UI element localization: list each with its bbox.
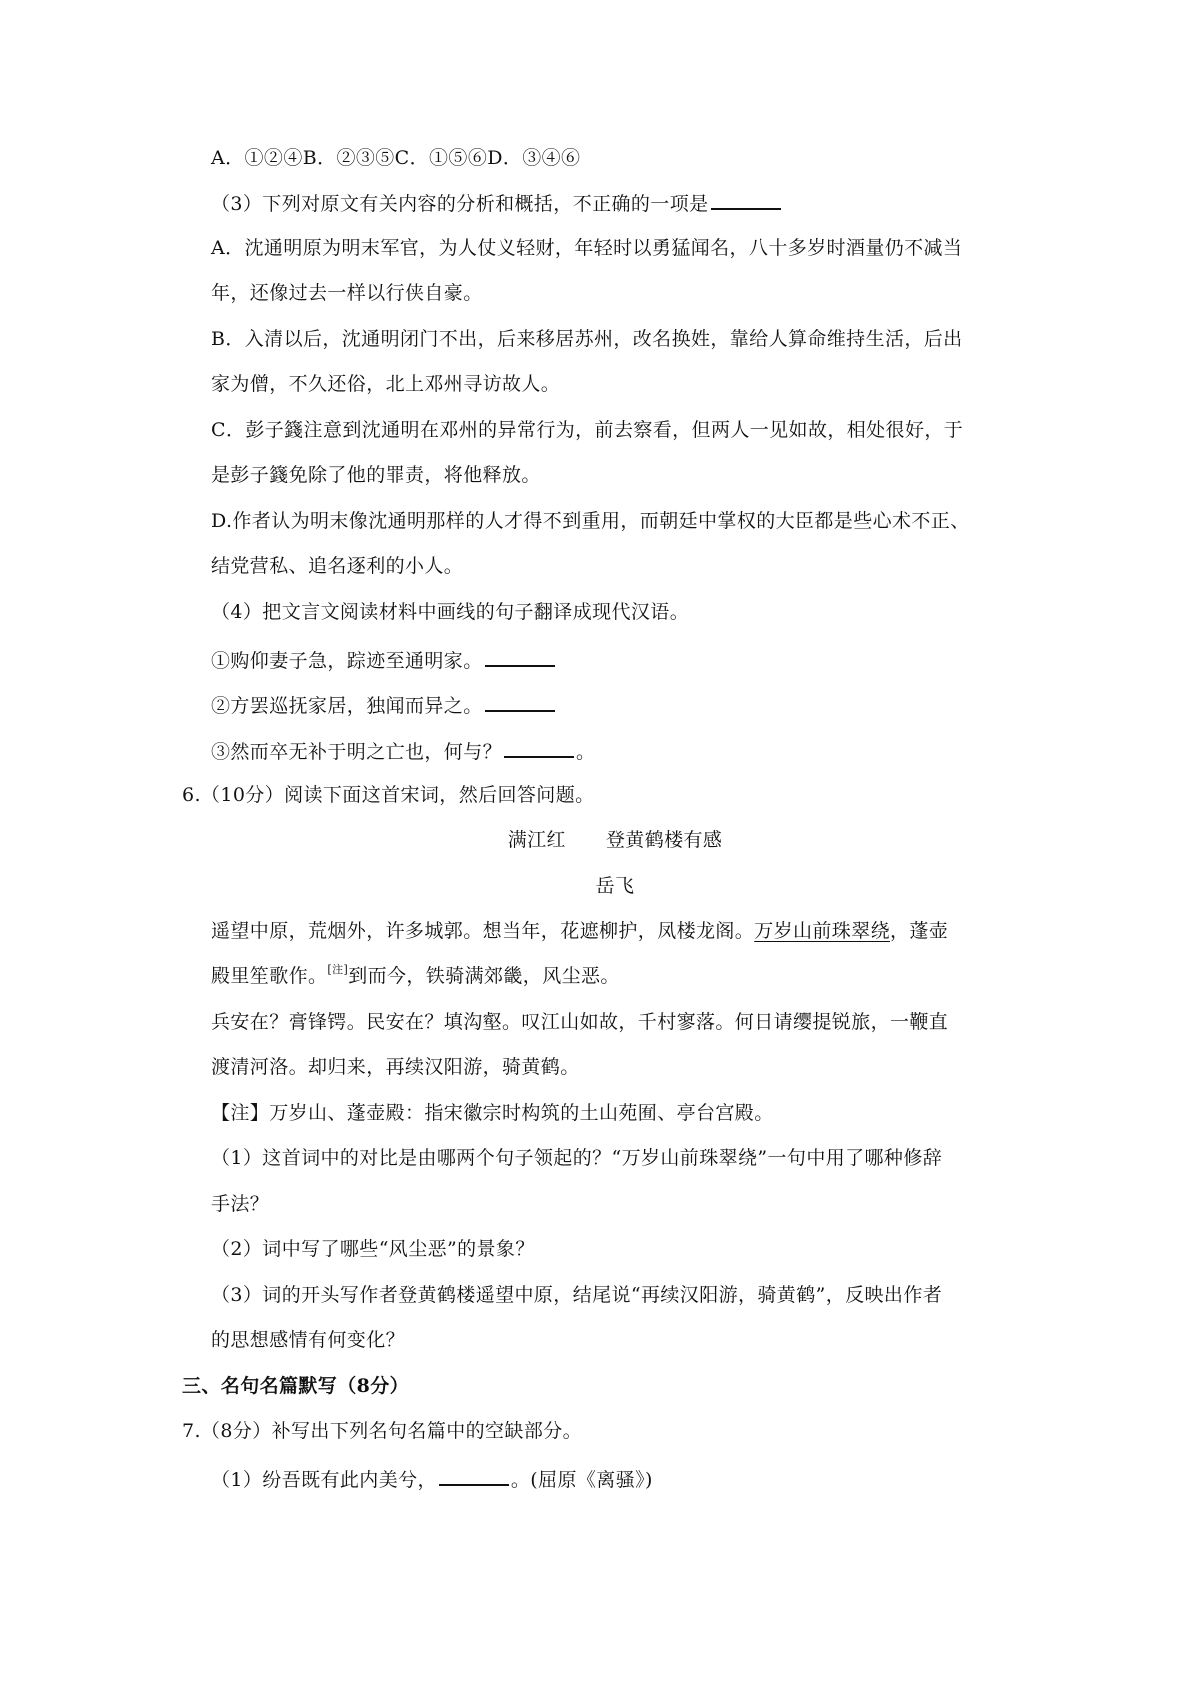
option-b-line-1: B．入清以后，沈通明闭门不出，后来移居苏州，改名换姓，靠给人算命维持生活，后出 <box>211 328 963 350</box>
translate-sentence-1 <box>211 645 557 674</box>
footnote-marker: [注] <box>327 963 349 976</box>
poem-line-2 <box>211 963 620 989</box>
question-6-stem: 6.（10分）阅读下面这首宋词，然后回答问题。 <box>182 784 595 806</box>
poem-line-2-part-a: 殿里笙歌作。 <box>211 965 328 987</box>
question-6-3-line-1: （3）词的开头写作者登黄鹤楼遥望中原，结尾说“再续汉阳游，骑黄鹤”，反映出作者 <box>211 1284 943 1306</box>
translate-sentence-3-text: ③然而卒无补于明之亡也，何与？ <box>211 741 503 763</box>
question-7-1-text: （1）纷吾既有此内美兮， <box>211 1469 437 1491</box>
option-d-line-2: 结党营私、追名逐利的小人。 <box>211 555 464 577</box>
question-6-1-line-1: （1）这首词中的对比是由哪两个句子领起的？“万岁山前珠翠绕”一句中用了哪种修辞 <box>211 1147 943 1169</box>
question-5-3-stem <box>211 188 783 217</box>
poem-title <box>0 827 1200 853</box>
poem-line-1-part-b: ，蓬壶 <box>890 920 949 942</box>
option-c-line-2: 是彭子籛免除了他的罪责，将他释放。 <box>211 464 541 486</box>
poem-line-3: 兵安在？膏锋锷。民安在？填沟壑。叹江山如故，千村寥落。何日请缨提锐旅，一鞭直 <box>211 1011 949 1033</box>
option-c-line-1: C．彭子籛注意到沈通明在邓州的异常行为，前去察看，但两人一见如故，相处很好，于 <box>211 419 964 441</box>
poem-line-2-part-b: 到而今，铁骑满郊畿，风尘恶。 <box>348 965 620 987</box>
poem-title-subtitle: 登黄鹤楼有感 <box>605 829 723 851</box>
poem-footnote: 【注】万岁山、蓬壶殿：指宋徽宗时构筑的土山苑囿、亭台宫殿。 <box>211 1102 774 1124</box>
sentence-end-mark: 。 <box>576 741 596 763</box>
question-7-stem: 7.（8分）补写出下列名句名篇中的空缺部分。 <box>182 1420 583 1442</box>
option-b-line-2: 家为僧，不久还俗，北上邓州寻访故人。 <box>211 373 561 395</box>
translate-sentence-2 <box>211 690 557 719</box>
option-a-line-2: 年，还像过去一样以行侠自豪。 <box>211 282 483 304</box>
translate-sentence-1-text: ①购仰妻子急，踪迹至通明家。 <box>211 650 483 672</box>
answer-blank[interactable] <box>711 188 781 210</box>
answer-blank[interactable] <box>504 736 574 758</box>
answer-blank[interactable] <box>485 645 555 667</box>
option-a-line-1: A．沈通明原为明末军官，为人仗义轻财，年轻时以勇猛闻名，八十多岁时酒量仍不减当 <box>211 237 963 259</box>
answer-blank[interactable] <box>485 690 555 712</box>
poem-line-1-part-a: 遥望中原，荒烟外，许多城郭。想当年，花遮柳护，凤楼龙阁。 <box>211 920 755 942</box>
option-d-line-1: D.作者认为明末像沈通明那样的人才得不到重用，而朝廷中掌权的大臣都是些心术不正、 <box>211 510 970 532</box>
question-5-3-stem-text: （3）下列对原文有关内容的分析和概括，不正确的一项是 <box>211 193 709 215</box>
poem-author: 岳飞 <box>595 875 635 897</box>
question-5-4-stem: （4）把文言文阅读材料中画线的句子翻译成现代汉语。 <box>211 601 690 623</box>
poem-line-1 <box>211 918 948 944</box>
poem-underlined-phrase: 万岁山前珠翠绕 <box>754 920 891 942</box>
translate-sentence-3 <box>211 736 595 765</box>
poem-line-4: 渡清河洛。却归来，再续汉阳游，骑黄鹤。 <box>211 1056 580 1078</box>
question-6-1-line-2: 手法？ <box>211 1193 270 1215</box>
translate-sentence-2-text: ②方罢巡抚家居，独闻而异之。 <box>211 695 483 717</box>
question-7-1 <box>211 1464 653 1493</box>
question-6-3-line-2: 的思想感情有何变化？ <box>211 1329 406 1351</box>
poem-title-tune: 满江红 <box>507 829 566 851</box>
question-7-1-source: 。(屈原《离骚》) <box>510 1469 653 1491</box>
section-3-heading: 三、名句名篇默写（8分） <box>182 1375 410 1397</box>
answer-blank[interactable] <box>439 1464 509 1486</box>
choice-options-line: A．①②④B．②③⑤C．①⑤⑥D．③④⑥ <box>211 147 581 169</box>
question-6-2: （2）词中写了哪些“风尘恶”的景象？ <box>211 1238 535 1260</box>
